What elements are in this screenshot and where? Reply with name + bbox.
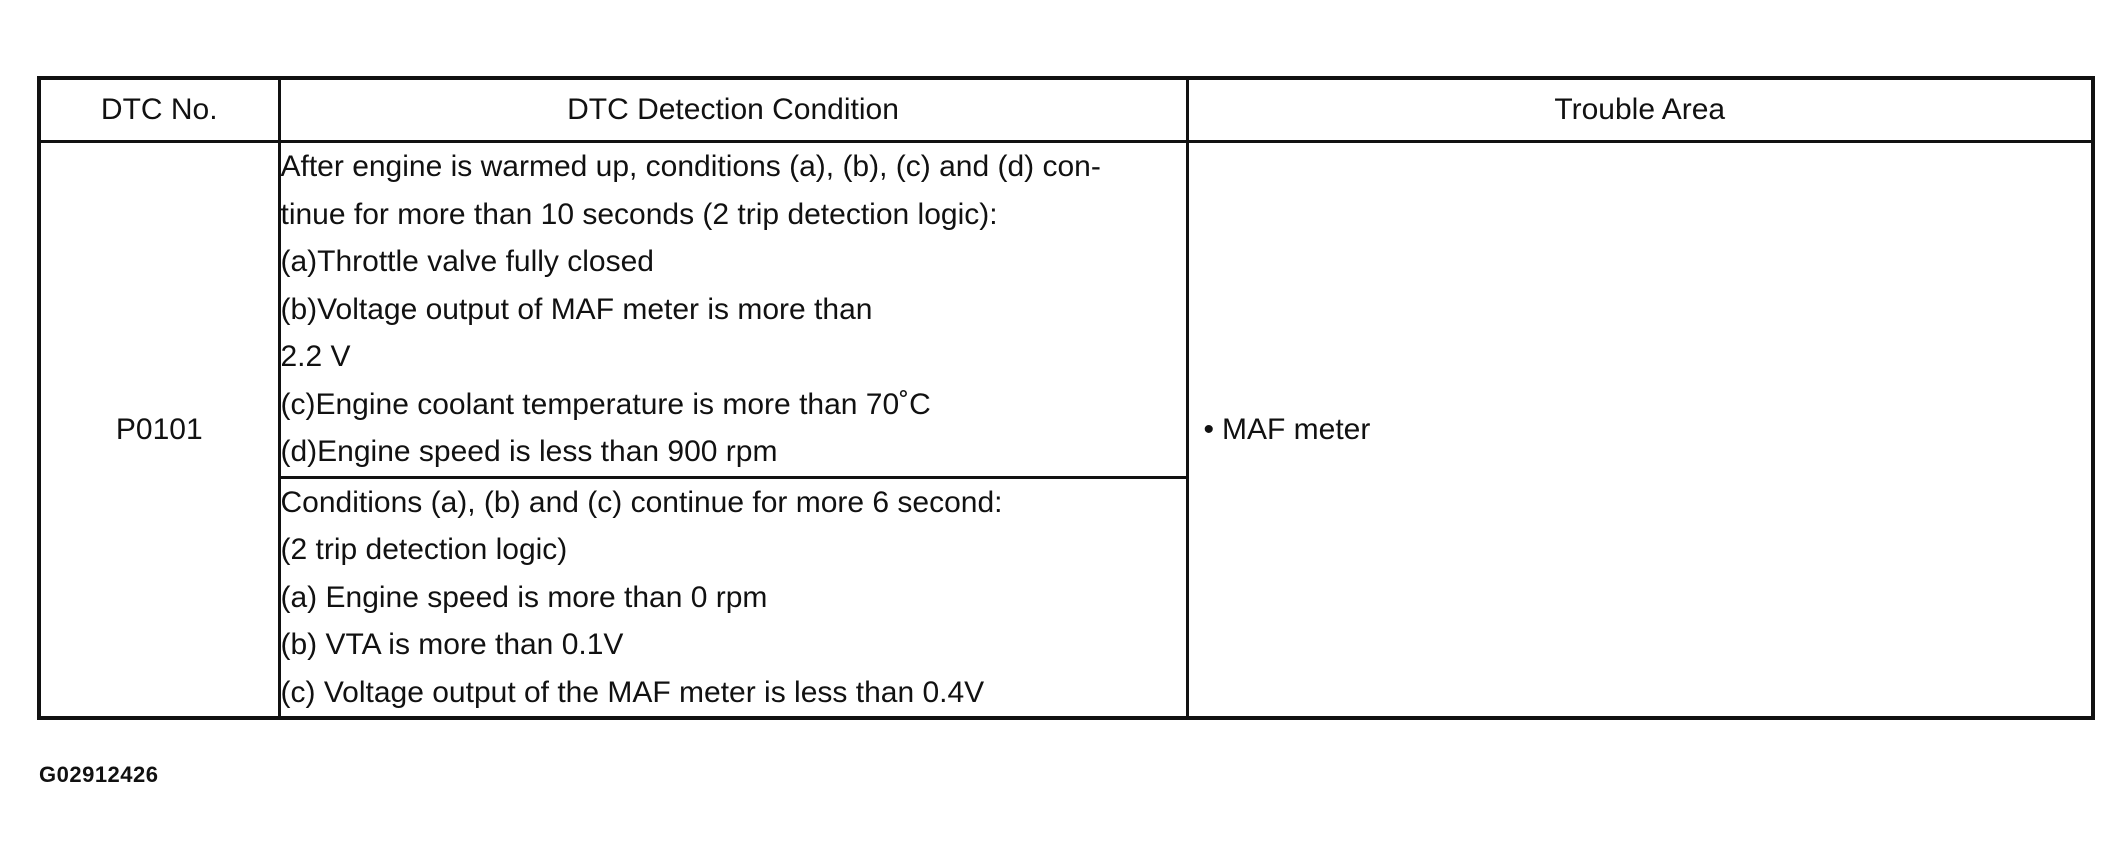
condition-2-line-4: (b) VTA is more than 0.1V (280, 628, 624, 661)
bullet-icon: • (1203, 412, 1215, 446)
figure-code: G02912426 (39, 762, 159, 787)
header-dtc-no: DTC No. (39, 78, 279, 142)
dtc-table (37, 76, 2095, 720)
detection-condition-1 (279, 142, 1187, 478)
condition-1-line-2: tinue for more than 10 seconds (2 trip detection logic): (280, 197, 998, 231)
condition-2-line-2: (2 trip detection logic) (280, 533, 568, 566)
condition-1-line-4: (b)Voltage output of MAF meter is more than (280, 292, 873, 326)
header-detection-condition: DTC Detection Condition (279, 78, 1187, 142)
condition-1-line-7: (d)Engine speed is less than 900 rpm (280, 435, 778, 468)
condition-1-line-3: (a)Throttle valve fully closed (280, 245, 654, 278)
dtc-number-cell: P0101 (39, 142, 279, 719)
header-trouble-area: Trouble Area (1187, 78, 2093, 142)
header-row (39, 78, 2093, 142)
condition-2-line-5: (c) Voltage output of the MAF meter is less than 0.4V (280, 675, 985, 709)
condition-2-line-3: (a) Engine speed is more than 0 rpm (280, 580, 768, 614)
trouble-area-text: MAF meter (1222, 412, 1371, 446)
trouble-area-cell (1187, 142, 2093, 719)
condition-1-line-6: (c)Engine coolant temperature is more than 70˚C (280, 387, 931, 421)
condition-2-line-1: Conditions (a), (b) and (c) continue for more 6 second: (280, 485, 1003, 519)
condition-1-line-1: After engine is warmed up, conditions (a), (b), (c) and (d) con- (280, 150, 1101, 183)
table-row (39, 142, 2093, 478)
detection-condition-2 (279, 477, 1187, 718)
condition-1-line-5: 2.2 V (280, 340, 351, 373)
